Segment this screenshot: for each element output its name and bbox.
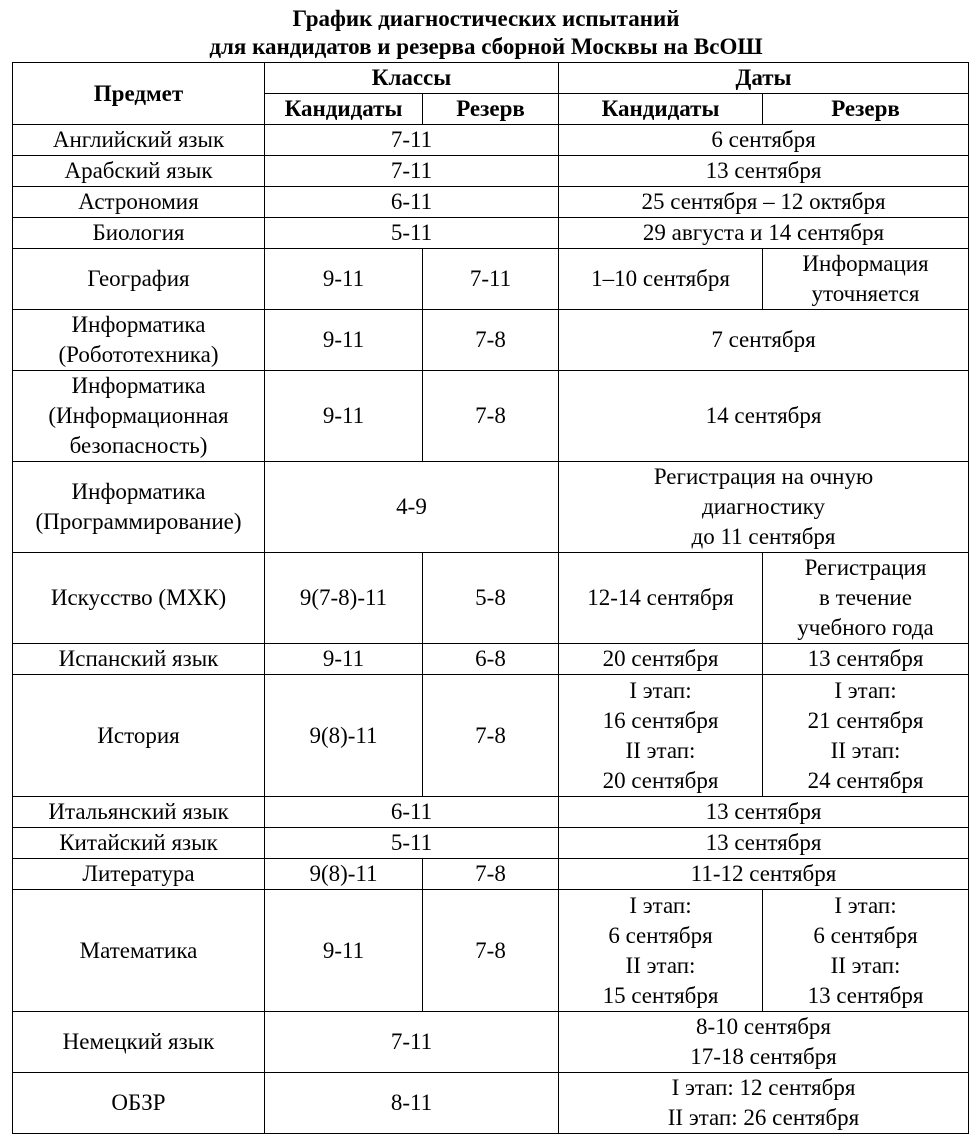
- dates-candidates-cell: 12-14 сентября: [559, 553, 763, 644]
- dates-reserve-cell: Регистрация в течение учебного года: [763, 553, 969, 644]
- classes-reserve-cell: 7-8: [423, 859, 559, 890]
- table-row: [13, 371, 969, 462]
- classes-cell: 6-11: [265, 797, 559, 828]
- table-row: [13, 187, 969, 218]
- classes-cell: 6-11: [265, 187, 559, 218]
- subject-cell: Информатика (Программирование): [13, 462, 265, 553]
- dates-reserve-cell: Информация уточняется: [763, 249, 969, 310]
- dates-reserve-cell: 13 сентября: [763, 644, 969, 675]
- dates-cell: 8-10 сентября 17-18 сентября: [559, 1012, 969, 1073]
- dates-cell: 29 августа и 14 сентября: [559, 218, 969, 249]
- header-row: [13, 63, 969, 94]
- classes-cell: 8-11: [265, 1073, 559, 1134]
- dates-cell: Регистрация на очную диагностику до 11 сентября: [559, 462, 969, 553]
- table-row: [13, 310, 969, 371]
- classes-reserve-cell: 5-8: [423, 553, 559, 644]
- dates-cell: I этап: 12 сентября II этап: 26 сентября: [559, 1073, 969, 1134]
- table-row: [13, 644, 969, 675]
- classes-candidates-cell: 9-11: [265, 310, 423, 371]
- dates-candidates-cell: 20 сентября: [559, 644, 763, 675]
- subject-cell: Арабский язык: [13, 156, 265, 187]
- table-row: [13, 125, 969, 156]
- table-row: [13, 890, 969, 1012]
- table-row: [13, 156, 969, 187]
- header-dates-candidates: Кандидаты: [559, 94, 763, 125]
- classes-reserve-cell: 7-8: [423, 675, 559, 797]
- subject-cell: Итальянский язык: [13, 797, 265, 828]
- dates-cell: 13 сентября: [559, 797, 969, 828]
- subject-cell: Астрономия: [13, 187, 265, 218]
- dates-cell: 7 сентября: [559, 310, 969, 371]
- dates-candidates-cell: 1–10 сентября: [559, 249, 763, 310]
- classes-candidates-cell: 9-11: [265, 249, 423, 310]
- dates-cell: 13 сентября: [559, 828, 969, 859]
- dates-cell: 13 сентября: [559, 156, 969, 187]
- subject-cell: Математика: [13, 890, 265, 1012]
- header-classes-reserve: Резерв: [423, 94, 559, 125]
- subject-cell: Биология: [13, 218, 265, 249]
- header-classes-candidates: Кандидаты: [265, 94, 423, 125]
- table-row: [13, 675, 969, 797]
- schedule-table: [12, 62, 969, 1134]
- table-row: [13, 249, 969, 310]
- subject-cell: Искусство (МХК): [13, 553, 265, 644]
- classes-reserve-cell: 7-11: [423, 249, 559, 310]
- dates-reserve-cell: I этап: 21 сентября II этап: 24 сентября: [763, 675, 969, 797]
- header-subject: Предмет: [13, 63, 265, 125]
- classes-candidates-cell: 9-11: [265, 644, 423, 675]
- table-row: [13, 1012, 969, 1073]
- classes-candidates-cell: 9(8)-11: [265, 859, 423, 890]
- page-title: График диагностических испытаний: [292, 6, 680, 31]
- table-row: [13, 828, 969, 859]
- subject-cell: География: [13, 249, 265, 310]
- table-row: [13, 1073, 969, 1134]
- classes-cell: 7-11: [265, 156, 559, 187]
- table-row: [13, 859, 969, 890]
- header-dates: Даты: [559, 63, 969, 94]
- schedule-body: [13, 125, 969, 1134]
- classes-cell: 4-9: [265, 462, 559, 553]
- subject-cell: Испанский язык: [13, 644, 265, 675]
- subject-cell: История: [13, 675, 265, 797]
- subject-cell: Информатика (Информационная безопасность): [13, 371, 265, 462]
- dates-cell: 25 сентября – 12 октября: [559, 187, 969, 218]
- classes-cell: 5-11: [265, 218, 559, 249]
- classes-candidates-cell: 9(7-8)-11: [265, 553, 423, 644]
- subject-cell: Немецкий язык: [13, 1012, 265, 1073]
- classes-reserve-cell: 7-8: [423, 310, 559, 371]
- classes-candidates-cell: 9-11: [265, 371, 423, 462]
- table-row: [13, 218, 969, 249]
- subject-cell: Китайский язык: [13, 828, 265, 859]
- classes-reserve-cell: 6-8: [423, 644, 559, 675]
- dates-cell: 11-12 сентября: [559, 859, 969, 890]
- page-subtitle: для кандидатов и резерва сборной Москвы на ВсОШ: [209, 34, 763, 59]
- table-row: [13, 553, 969, 644]
- classes-reserve-cell: 7-8: [423, 371, 559, 462]
- classes-candidates-cell: 9(8)-11: [265, 675, 423, 797]
- dates-candidates-cell: I этап: 6 сентября II этап: 15 сентября: [559, 890, 763, 1012]
- dates-cell: 14 сентября: [559, 371, 969, 462]
- classes-cell: 7-11: [265, 1012, 559, 1073]
- classes-candidates-cell: 9-11: [265, 890, 423, 1012]
- header-dates-reserve: Резерв: [763, 94, 969, 125]
- classes-reserve-cell: 7-8: [423, 890, 559, 1012]
- subject-cell: Английский язык: [13, 125, 265, 156]
- header-classes: Классы: [265, 63, 559, 94]
- subject-cell: Информатика (Робототехника): [13, 310, 265, 371]
- subject-cell: ОБЗР: [13, 1073, 265, 1134]
- dates-candidates-cell: I этап: 16 сентября II этап: 20 сентября: [559, 675, 763, 797]
- dates-cell: 6 сентября: [559, 125, 969, 156]
- subject-cell: Литература: [13, 859, 265, 890]
- classes-cell: 7-11: [265, 125, 559, 156]
- table-row: [13, 797, 969, 828]
- classes-cell: 5-11: [265, 828, 559, 859]
- table-row: [13, 462, 969, 553]
- dates-reserve-cell: I этап: 6 сентября II этап: 13 сентября: [763, 890, 969, 1012]
